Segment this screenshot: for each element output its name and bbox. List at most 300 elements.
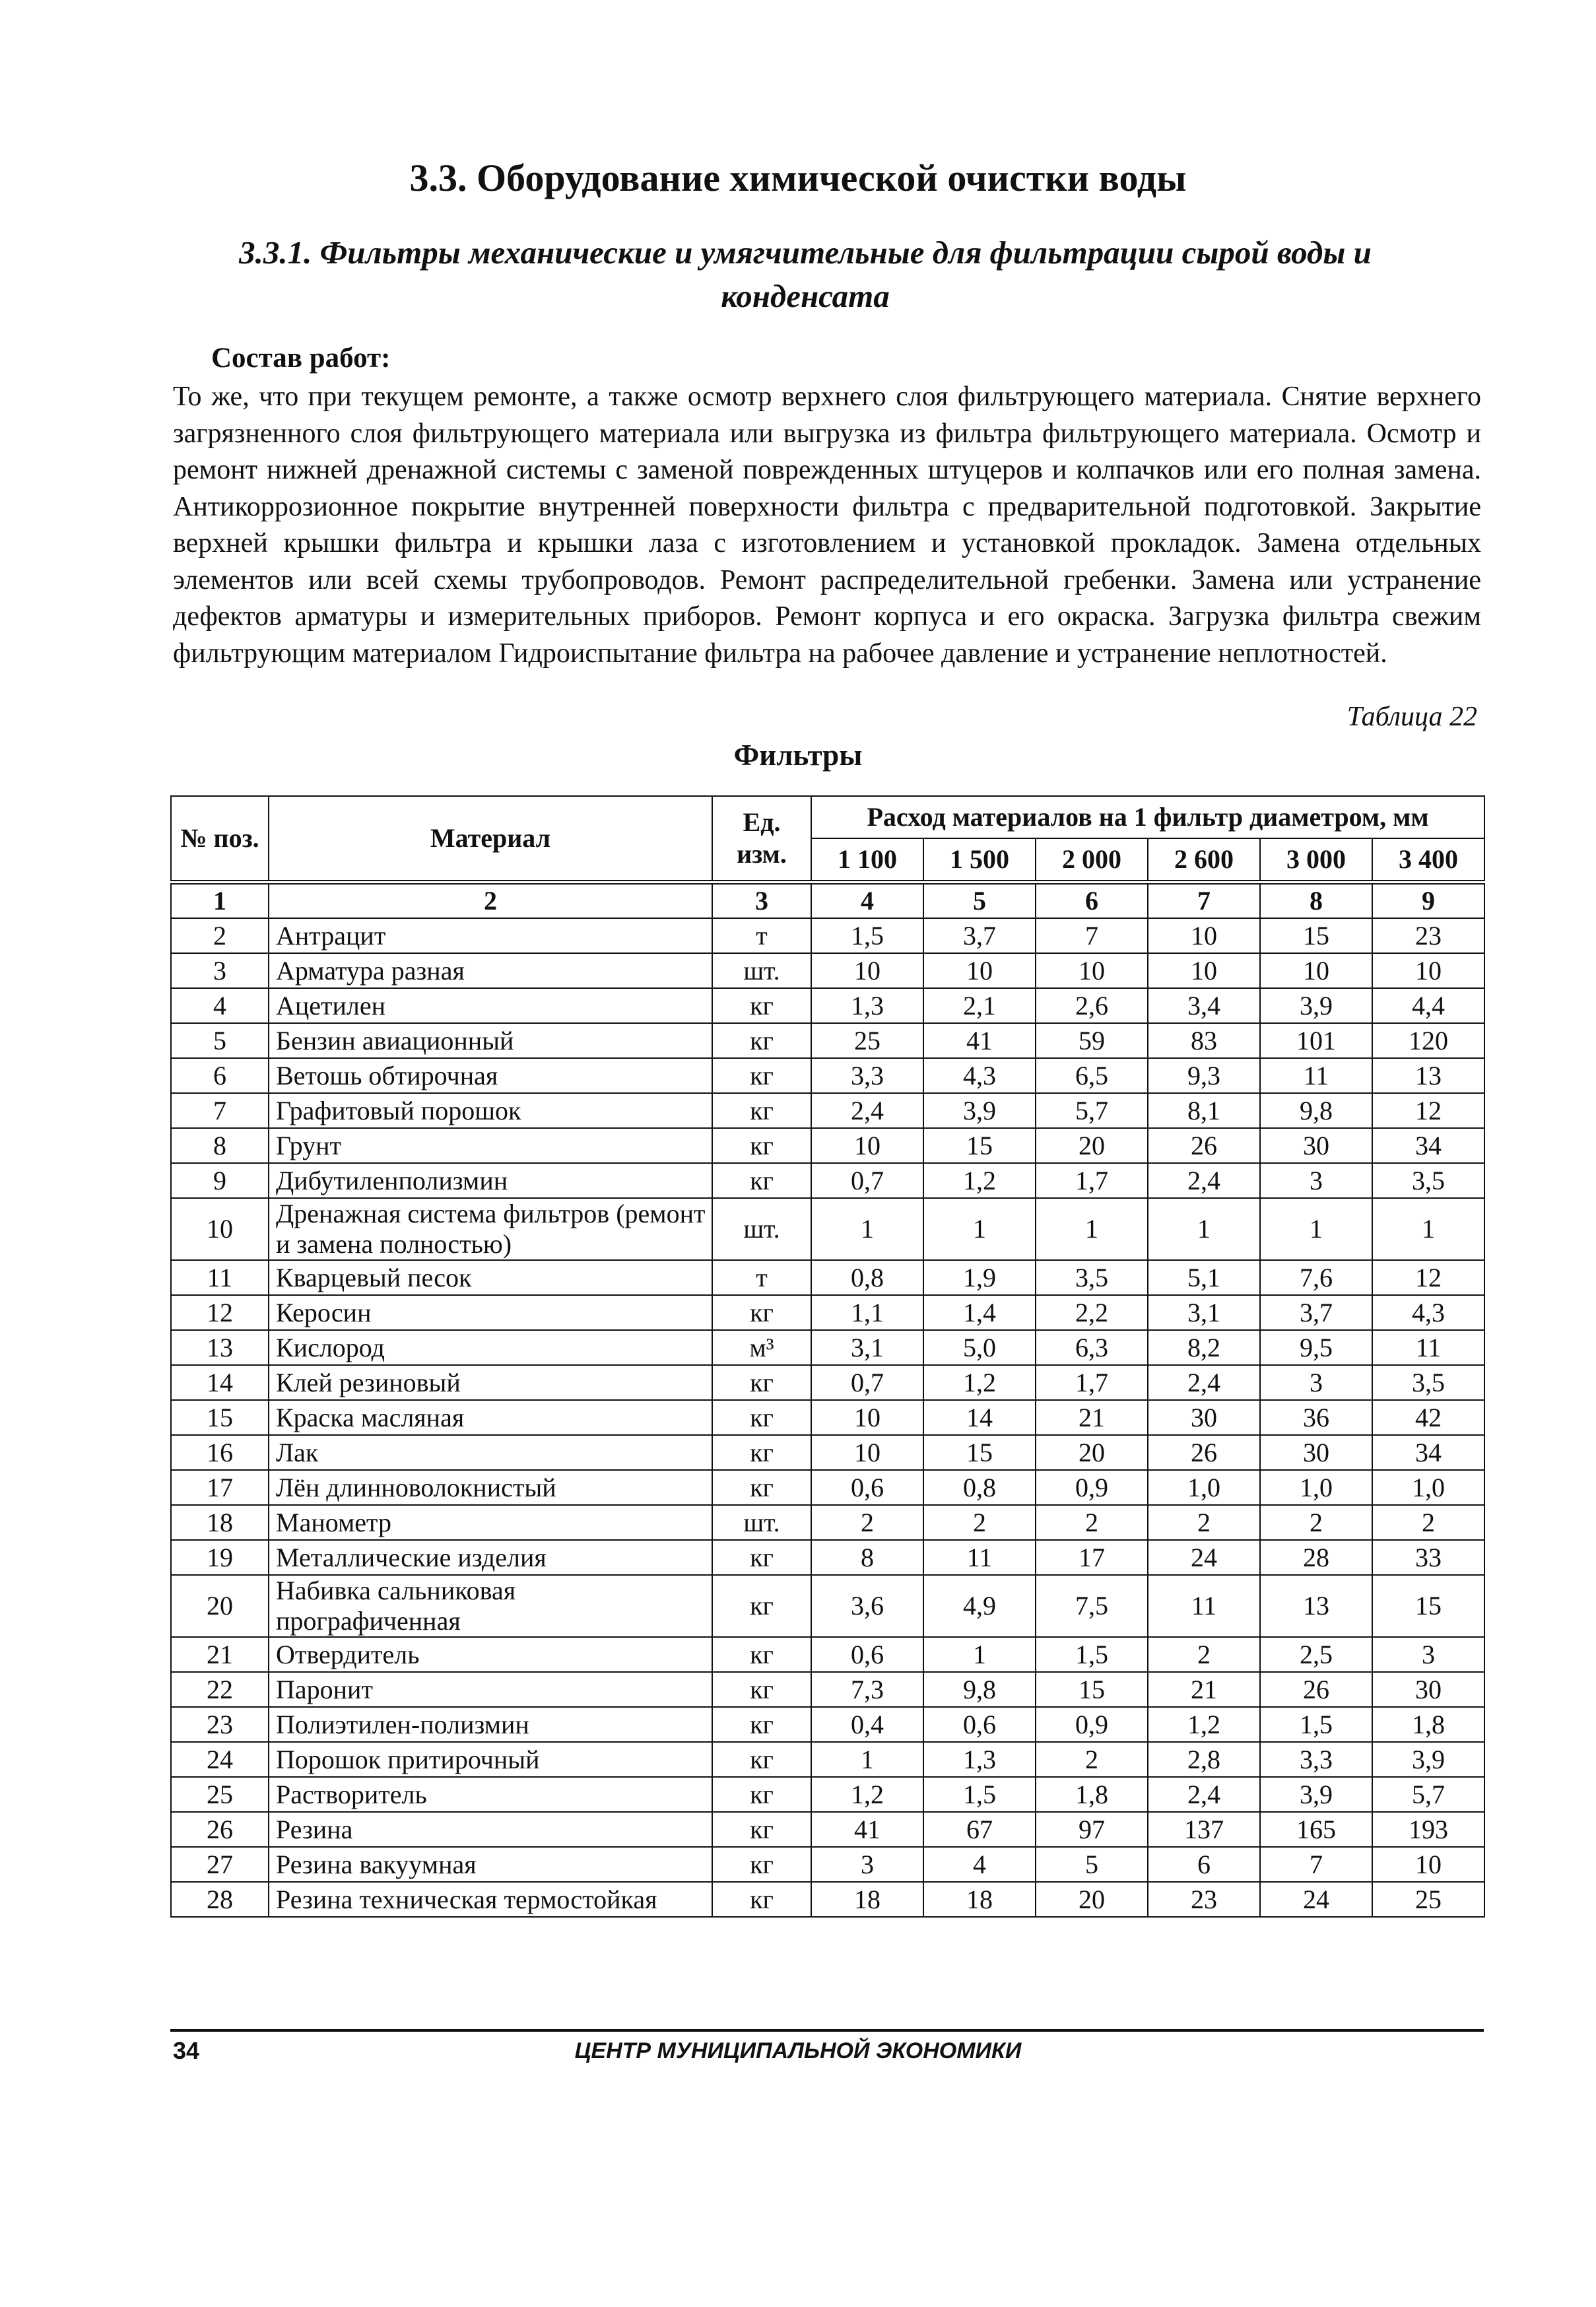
row-value: 1 — [1148, 1198, 1260, 1260]
row-value: 1 — [1036, 1198, 1148, 1260]
row-material: Графитовый порошок — [269, 1093, 712, 1128]
row-position: 4 — [171, 988, 269, 1023]
page-number: 34 — [173, 2037, 200, 2064]
row-material: Грунт — [269, 1128, 712, 1163]
row-position: 17 — [171, 1470, 269, 1505]
row-value: 30 — [1372, 1672, 1484, 1707]
row-position: 25 — [171, 1777, 269, 1812]
row-unit: кг — [712, 1575, 811, 1637]
table-row — [171, 1330, 1484, 1365]
row-value: 17 — [1036, 1540, 1148, 1575]
row-position: 13 — [171, 1330, 269, 1365]
row-value: 0,6 — [923, 1707, 1036, 1742]
row-position: 6 — [171, 1058, 269, 1093]
row-position: 12 — [171, 1295, 269, 1330]
row-value: 1 — [811, 1198, 923, 1260]
row-value: 10 — [1372, 1847, 1484, 1882]
row-value: 137 — [1148, 1812, 1260, 1847]
row-value: 2 — [811, 1505, 923, 1540]
row-value: 15 — [923, 1128, 1036, 1163]
row-value: 3,7 — [1260, 1295, 1372, 1330]
row-material: Ацетилен — [269, 988, 712, 1023]
row-value: 1 — [1260, 1198, 1372, 1260]
row-value: 9,8 — [923, 1672, 1036, 1707]
table-row — [171, 1882, 1484, 1917]
row-value: 15 — [1260, 918, 1372, 953]
column-number: 7 — [1148, 883, 1260, 919]
table-row — [171, 1128, 1484, 1163]
row-position: 26 — [171, 1812, 269, 1847]
row-value: 26 — [1260, 1672, 1372, 1707]
row-value: 28 — [1260, 1540, 1372, 1575]
row-value: 1,2 — [1148, 1707, 1260, 1742]
row-position: 28 — [171, 1882, 269, 1917]
row-unit: кг — [712, 988, 811, 1023]
row-value: 2 — [1036, 1505, 1148, 1540]
table-title: Фильтры — [733, 739, 863, 772]
header-diameter: 3 000 — [1260, 838, 1372, 883]
row-value: 9,3 — [1148, 1058, 1260, 1093]
table-row — [171, 1847, 1484, 1882]
row-value: 23 — [1372, 918, 1484, 953]
row-value: 21 — [1148, 1672, 1260, 1707]
table-row — [171, 1777, 1484, 1812]
row-value: 3,3 — [1260, 1742, 1372, 1777]
row-value: 3 — [1260, 1163, 1372, 1198]
row-value: 9,8 — [1260, 1093, 1372, 1128]
row-value: 25 — [811, 1023, 923, 1058]
row-value: 1,8 — [1036, 1777, 1148, 1812]
row-value: 30 — [1148, 1400, 1260, 1435]
row-value: 2 — [1372, 1505, 1484, 1540]
table-row — [171, 1505, 1484, 1540]
row-value: 2 — [1260, 1505, 1372, 1540]
row-value: 83 — [1148, 1023, 1260, 1058]
row-value: 3,7 — [923, 918, 1036, 953]
column-number: 9 — [1372, 883, 1484, 919]
row-value: 0,9 — [1036, 1470, 1148, 1505]
row-position: 9 — [171, 1163, 269, 1198]
row-value: 1,5 — [811, 918, 923, 953]
section-title: 3.3. Оборудование химической очистки воды — [409, 156, 1187, 199]
row-unit: кг — [712, 1847, 811, 1882]
row-unit: кг — [712, 1163, 811, 1198]
row-value: 3,5 — [1036, 1260, 1148, 1295]
row-value: 0,8 — [811, 1260, 923, 1295]
row-value: 7,5 — [1036, 1575, 1148, 1637]
row-value: 165 — [1260, 1812, 1372, 1847]
row-unit: кг — [712, 1882, 811, 1917]
row-material: Резина техническая термостойкая — [269, 1882, 712, 1917]
row-position: 10 — [171, 1198, 269, 1260]
row-position: 14 — [171, 1365, 269, 1400]
row-value: 5,0 — [923, 1330, 1036, 1365]
row-unit: шт. — [712, 1198, 811, 1260]
table-row — [171, 1163, 1484, 1198]
header-diameter: 2 000 — [1036, 838, 1148, 883]
row-unit: кг — [712, 1400, 811, 1435]
row-value: 20 — [1036, 1882, 1148, 1917]
row-value: 2 — [1036, 1742, 1148, 1777]
row-value: 0,9 — [1036, 1707, 1148, 1742]
row-value: 6 — [1148, 1847, 1260, 1882]
row-position: 16 — [171, 1435, 269, 1470]
row-value: 10 — [1260, 953, 1372, 988]
row-value: 30 — [1260, 1128, 1372, 1163]
row-value: 21 — [1036, 1400, 1148, 1435]
header-diameter: 3 400 — [1372, 838, 1484, 883]
row-value: 15 — [923, 1435, 1036, 1470]
row-value: 11 — [1148, 1575, 1260, 1637]
row-value: 30 — [1260, 1435, 1372, 1470]
row-value: 10 — [811, 953, 923, 988]
row-value: 1,5 — [1036, 1637, 1148, 1672]
row-value: 33 — [1372, 1540, 1484, 1575]
row-value: 4,3 — [1372, 1295, 1484, 1330]
column-number: 8 — [1260, 883, 1372, 919]
row-value: 1 — [1372, 1198, 1484, 1260]
table-row — [171, 953, 1484, 988]
row-value: 13 — [1260, 1575, 1372, 1637]
row-material: Керосин — [269, 1295, 712, 1330]
row-value: 25 — [1372, 1882, 1484, 1917]
row-position: 21 — [171, 1637, 269, 1672]
publisher-name: ЦЕНТР МУНИЦИПАЛЬНОЙ ЭКОНОМИКИ — [574, 2038, 1022, 2063]
footer-rule — [170, 2029, 1484, 2032]
row-unit: кг — [712, 1707, 811, 1742]
row-position: 27 — [171, 1847, 269, 1882]
row-unit: кг — [712, 1435, 811, 1470]
row-unit: кг — [712, 1128, 811, 1163]
row-value: 2,6 — [1036, 988, 1148, 1023]
row-value: 1,5 — [923, 1777, 1036, 1812]
row-position: 24 — [171, 1742, 269, 1777]
row-position: 23 — [171, 1707, 269, 1742]
row-position: 8 — [171, 1128, 269, 1163]
row-value: 11 — [1372, 1330, 1484, 1365]
row-material: Кислород — [269, 1330, 712, 1365]
works-heading: Состав работ: — [211, 343, 391, 374]
row-value: 1,4 — [923, 1295, 1036, 1330]
row-value: 24 — [1260, 1882, 1372, 1917]
row-value: 1,3 — [811, 988, 923, 1023]
row-value: 7,3 — [811, 1672, 923, 1707]
row-value: 0,7 — [811, 1163, 923, 1198]
table-row — [171, 1707, 1484, 1742]
table-row — [171, 918, 1484, 953]
row-value: 1,5 — [1260, 1707, 1372, 1742]
row-material: Резина — [269, 1812, 712, 1847]
row-value: 2,2 — [1036, 1295, 1148, 1330]
row-value: 34 — [1372, 1128, 1484, 1163]
row-value: 1,1 — [811, 1295, 923, 1330]
row-unit: кг — [712, 1365, 811, 1400]
row-value: 3,9 — [1372, 1742, 1484, 1777]
row-value: 5,1 — [1148, 1260, 1260, 1295]
table-row — [171, 1435, 1484, 1470]
table-row — [171, 1295, 1484, 1330]
table-row — [171, 1400, 1484, 1435]
row-value: 10 — [1372, 953, 1484, 988]
row-material: Арматура разная — [269, 953, 712, 988]
row-value: 3,1 — [811, 1330, 923, 1365]
row-material: Растворитель — [269, 1777, 712, 1812]
column-number-row — [171, 883, 1484, 919]
row-unit: кг — [712, 1470, 811, 1505]
row-value: 26 — [1148, 1128, 1260, 1163]
row-value: 12 — [1372, 1093, 1484, 1128]
row-value: 41 — [811, 1812, 923, 1847]
row-value: 26 — [1148, 1435, 1260, 1470]
row-position: 3 — [171, 953, 269, 988]
row-material: Антрацит — [269, 918, 712, 953]
row-unit: т — [712, 1260, 811, 1295]
row-value: 3,6 — [811, 1575, 923, 1637]
row-unit: кг — [712, 1093, 811, 1128]
table-row — [171, 1023, 1484, 1058]
table-row — [171, 1260, 1484, 1295]
row-value: 3,5 — [1372, 1163, 1484, 1198]
row-unit: кг — [712, 1742, 811, 1777]
row-position: 20 — [171, 1575, 269, 1637]
row-value: 3,9 — [1260, 1777, 1372, 1812]
row-value: 11 — [1260, 1058, 1372, 1093]
row-unit: шт. — [712, 953, 811, 988]
row-value: 10 — [811, 1400, 923, 1435]
header-consumption-group: Расход материалов на 1 фильтр диаметром, мм — [811, 796, 1484, 838]
row-value: 10 — [923, 953, 1036, 988]
row-value: 2,4 — [1148, 1365, 1260, 1400]
row-value: 4 — [923, 1847, 1036, 1882]
row-material: Бензин авиационный — [269, 1023, 712, 1058]
row-value: 23 — [1148, 1882, 1260, 1917]
row-value: 20 — [1036, 1128, 1148, 1163]
row-value: 0,6 — [811, 1470, 923, 1505]
row-unit: м³ — [712, 1330, 811, 1365]
row-value: 18 — [923, 1882, 1036, 1917]
row-unit: кг — [712, 1777, 811, 1812]
row-position: 2 — [171, 918, 269, 953]
table-body — [171, 883, 1484, 1918]
row-value: 2,1 — [923, 988, 1036, 1023]
row-unit: кг — [712, 1058, 811, 1093]
row-value: 10 — [1036, 953, 1148, 988]
table-row — [171, 1672, 1484, 1707]
row-value: 3,1 — [1148, 1295, 1260, 1330]
row-value: 2 — [923, 1505, 1036, 1540]
row-value: 11 — [923, 1540, 1036, 1575]
subsection-title: 3.3.1. Фильтры механические и умягчительные для фильтрации сырой воды и конденсата — [239, 234, 1372, 314]
row-value: 0,7 — [811, 1365, 923, 1400]
column-number: 5 — [923, 883, 1036, 919]
header-material: Материал — [269, 796, 712, 883]
row-material: Манометр — [269, 1505, 712, 1540]
row-value: 1 — [811, 1742, 923, 1777]
row-value: 18 — [811, 1882, 923, 1917]
table-row — [171, 1198, 1484, 1260]
row-material: Паронит — [269, 1672, 712, 1707]
row-unit: кг — [712, 1540, 811, 1575]
row-value: 9,5 — [1260, 1330, 1372, 1365]
row-value: 3,5 — [1372, 1365, 1484, 1400]
table-row — [171, 1058, 1484, 1093]
row-unit: кг — [712, 1812, 811, 1847]
row-value: 2,4 — [811, 1093, 923, 1128]
row-position: 11 — [171, 1260, 269, 1295]
row-value: 1,2 — [811, 1777, 923, 1812]
row-material: Лак — [269, 1435, 712, 1470]
table-row — [171, 1470, 1484, 1505]
row-value: 1 — [923, 1637, 1036, 1672]
row-value: 59 — [1036, 1023, 1148, 1058]
row-value: 20 — [1036, 1435, 1148, 1470]
row-material: Дибутиленполизмин — [269, 1163, 712, 1198]
table-row — [171, 1093, 1484, 1128]
row-value: 6,5 — [1036, 1058, 1148, 1093]
row-value: 0,6 — [811, 1637, 923, 1672]
row-value: 1,0 — [1372, 1470, 1484, 1505]
row-value: 3 — [1372, 1637, 1484, 1672]
row-value: 2,4 — [1148, 1163, 1260, 1198]
row-value: 3,9 — [1260, 988, 1372, 1023]
table-caption: Таблица 22 — [1347, 702, 1477, 732]
row-value: 3,3 — [811, 1058, 923, 1093]
row-unit: шт. — [712, 1505, 811, 1540]
row-material: Краска масляная — [269, 1400, 712, 1435]
row-unit: кг — [712, 1672, 811, 1707]
header-unit: Ед. изм. — [712, 796, 811, 883]
row-position: 5 — [171, 1023, 269, 1058]
row-value: 4,4 — [1372, 988, 1484, 1023]
row-value: 36 — [1260, 1400, 1372, 1435]
row-value: 1,3 — [923, 1742, 1036, 1777]
row-value: 67 — [923, 1812, 1036, 1847]
row-value: 1,2 — [923, 1365, 1036, 1400]
row-material: Клей резиновый — [269, 1365, 712, 1400]
row-material: Ветошь обтирочная — [269, 1058, 712, 1093]
row-unit: кг — [712, 1295, 811, 1330]
row-value: 34 — [1372, 1435, 1484, 1470]
header-diameter: 2 600 — [1148, 838, 1260, 883]
row-value: 0,8 — [923, 1470, 1036, 1505]
row-value: 13 — [1372, 1058, 1484, 1093]
table-row — [171, 1812, 1484, 1847]
row-value: 7 — [1260, 1847, 1372, 1882]
row-value: 1,0 — [1148, 1470, 1260, 1505]
row-value: 8 — [811, 1540, 923, 1575]
row-value: 1,8 — [1372, 1707, 1484, 1742]
row-value: 5 — [1036, 1847, 1148, 1882]
row-value: 1,9 — [923, 1260, 1036, 1295]
row-unit: кг — [712, 1023, 811, 1058]
materials-table — [170, 795, 1485, 1918]
row-value: 14 — [923, 1400, 1036, 1435]
table-row — [171, 1540, 1484, 1575]
row-value: 2 — [1148, 1505, 1260, 1540]
header-diameter: 1 500 — [923, 838, 1036, 883]
row-value: 2 — [1148, 1637, 1260, 1672]
row-value: 101 — [1260, 1023, 1372, 1058]
row-material: Металлические изделия — [269, 1540, 712, 1575]
row-value: 12 — [1372, 1260, 1484, 1295]
row-value: 1 — [923, 1198, 1036, 1260]
header-position: № поз. — [171, 796, 269, 883]
row-material: Кварцевый песок — [269, 1260, 712, 1295]
row-position: 18 — [171, 1505, 269, 1540]
column-number: 4 — [811, 883, 923, 919]
row-value: 2,5 — [1260, 1637, 1372, 1672]
row-position: 7 — [171, 1093, 269, 1128]
row-value: 10 — [1148, 918, 1260, 953]
row-position: 15 — [171, 1400, 269, 1435]
row-value: 1,0 — [1260, 1470, 1372, 1505]
row-value: 10 — [811, 1128, 923, 1163]
works-description: То же, что при текущем ремонте, а также осмотр верхнего слоя фильтрующего материала. Снятие верхнего загрязненного слоя фильтрующего материала или выгрузка из фильтра фильтрующего материала. Осмотр и ремонт нижней дренажной системы с заменой поврежденных штуцеров и колпачков или его полная замена. Антикоррозионное покрытие внутренней поверхности фильтра с предварительной подготовкой. Закрытие верхней крышки фильтра и крышки лаза с изготовлением и установкой прокладок. Замена отдельных элементов или всей схемы трубопроводов. Ремонт распределительной гребенки. Замена или устранение дефектов арматуры и измерительных приборов. Ремонт корпуса и его окраска. Загрузка фильтра свежим фильтрующим материалом Гидроиспытание фильтра на рабочее давление и устранение неплотностей. — [173, 382, 1481, 669]
row-material: Порошок притирочный — [269, 1742, 712, 1777]
row-material: Отвердитель — [269, 1637, 712, 1672]
row-value: 2,8 — [1148, 1742, 1260, 1777]
row-value: 42 — [1372, 1400, 1484, 1435]
row-value: 5,7 — [1036, 1093, 1148, 1128]
column-number: 3 — [712, 883, 811, 919]
row-value: 97 — [1036, 1812, 1148, 1847]
row-value: 1,7 — [1036, 1365, 1148, 1400]
row-value: 24 — [1148, 1540, 1260, 1575]
row-value: 3 — [1260, 1365, 1372, 1400]
row-value: 10 — [1148, 953, 1260, 988]
row-unit: т — [712, 918, 811, 953]
row-material: Резина вакуумная — [269, 1847, 712, 1882]
table-row — [171, 988, 1484, 1023]
table-row — [171, 1637, 1484, 1672]
row-value: 3 — [811, 1847, 923, 1882]
row-value: 1,2 — [923, 1163, 1036, 1198]
row-value: 15 — [1372, 1575, 1484, 1637]
row-value: 1,7 — [1036, 1163, 1148, 1198]
row-value: 10 — [811, 1435, 923, 1470]
row-value: 3,4 — [1148, 988, 1260, 1023]
row-value: 7,6 — [1260, 1260, 1372, 1295]
row-position: 19 — [171, 1540, 269, 1575]
row-material: Лён длинноволокнистый — [269, 1470, 712, 1505]
row-material: Набивка сальниковая прографиченная — [269, 1575, 712, 1637]
column-number: 2 — [269, 883, 712, 919]
row-value: 5,7 — [1372, 1777, 1484, 1812]
row-material: Дренажная система фильтров (ремонт и замена полностью) — [269, 1198, 712, 1260]
row-unit: кг — [712, 1637, 811, 1672]
row-value: 4,9 — [923, 1575, 1036, 1637]
row-value: 15 — [1036, 1672, 1148, 1707]
row-value: 193 — [1372, 1812, 1484, 1847]
row-value: 41 — [923, 1023, 1036, 1058]
row-value: 2,4 — [1148, 1777, 1260, 1812]
table-row — [171, 1365, 1484, 1400]
row-value: 4,3 — [923, 1058, 1036, 1093]
row-value: 8,2 — [1148, 1330, 1260, 1365]
table-row — [171, 1742, 1484, 1777]
row-material: Полиэтилен-полизмин — [269, 1707, 712, 1742]
row-value: 0,4 — [811, 1707, 923, 1742]
row-value: 3,9 — [923, 1093, 1036, 1128]
row-position: 22 — [171, 1672, 269, 1707]
header-diameter: 1 100 — [811, 838, 923, 883]
column-number: 1 — [171, 883, 269, 919]
row-value: 6,3 — [1036, 1330, 1148, 1365]
row-value: 7 — [1036, 918, 1148, 953]
row-value: 8,1 — [1148, 1093, 1260, 1128]
column-number: 6 — [1036, 883, 1148, 919]
table-row — [171, 1575, 1484, 1637]
